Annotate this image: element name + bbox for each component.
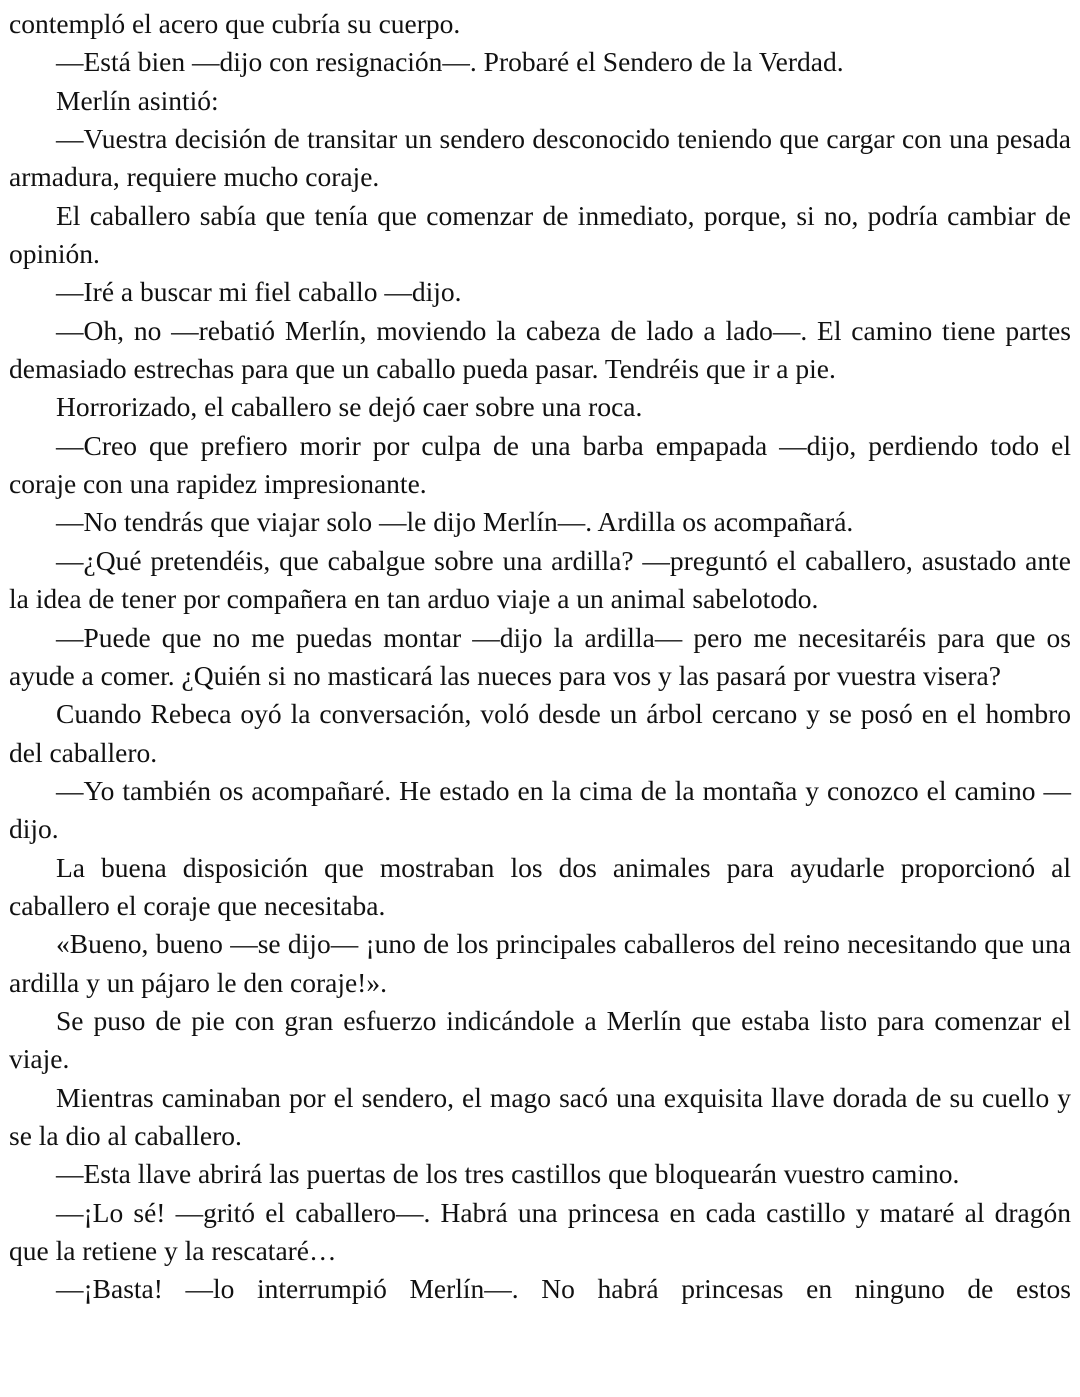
paragraph: —Oh, no —rebatió Merlín, moviendo la cabeza de lado a lado—. El camino tiene partes demasiado estrechas para que un caballo pueda pasar. Tendréis que ir a pie. bbox=[9, 314, 1071, 385]
paragraph: Se puso de pie con gran esfuerzo indicándole a Merlín que estaba listo para comenzar el viaje. bbox=[9, 1004, 1071, 1075]
paragraph: Merlín asintió: bbox=[56, 84, 219, 116]
paragraph: La buena disposición que mostraban los dos animales para ayudarle proporcionó al caballero el coraje que necesitaba. bbox=[9, 851, 1071, 921]
paragraph: —¡Lo sé! —gritó el caballero—. Habrá una princesa en cada castillo y mataré al dragón que la retiene y la rescataré… bbox=[9, 1196, 1071, 1266]
paragraph: El caballero sabía que tenía que comenzar de inmediato, porque, si no, podría cambiar de opinión. bbox=[9, 199, 1071, 270]
paragraph: —Puede que no me puedas montar —dijo la ardilla— pero me necesitaréis para que os ayude a comer. ¿Quién si no masticará las nueces para vos y las pasará por vuestra visera? bbox=[9, 621, 1071, 691]
paragraph: Horrorizado, el caballero se dejó caer sobre una roca. bbox=[56, 391, 643, 423]
paragraph: —¿Qué pretendéis, que cabalgue sobre una ardilla? —preguntó el caballero, asustado ante la idea de tener por compañera en tan arduo viaje a un animal sabelotodo. bbox=[9, 544, 1071, 615]
paragraph: —Vuestra decisión de transitar un sendero desconocido teniendo que cargar con una pesada armadura, requiere mucho coraje. bbox=[9, 123, 1071, 193]
paragraph: —Iré a buscar mi fiel caballo —dijo. bbox=[56, 276, 462, 308]
paragraph: —Está bien —dijo con resignación—. Probaré el Sendero de la Verdad. bbox=[56, 46, 844, 78]
paragraph: Cuando Rebeca oyó la conversación, voló desde un árbol cercano y se posó en el hombro del caballero. bbox=[9, 698, 1071, 768]
paragraph: —Creo que prefiero morir por culpa de una barba empapada —dijo, perdiendo todo el coraje con una rapidez impresionante. bbox=[9, 429, 1071, 500]
paragraph: contempló el acero que cubría su cuerpo. bbox=[9, 8, 461, 39]
document-page bbox=[9, 5, 1071, 1309]
paragraph: Mientras caminaban por el sendero, el mago sacó una exquisita llave dorada de su cuello y se la dio al caballero. bbox=[9, 1081, 1071, 1151]
paragraph-continued: —¡Basta! —lo interrumpió Merlín—. No habrá princesas en ninguno de estos bbox=[56, 1273, 1071, 1305]
paragraph: —Esta llave abrirá las puertas de los tres castillos que bloquearán vuestro camino. bbox=[56, 1158, 960, 1190]
paragraph: «Bueno, bueno —se dijo— ¡uno de los principales caballeros del reino necesitando que una ardilla y un pájaro le den coraje!». bbox=[9, 928, 1071, 998]
paragraph: —No tendrás que viajar solo —le dijo Merlín—. Ardilla os acompañará. bbox=[56, 506, 854, 538]
paragraph: —Yo también os acompañaré. He estado en la cima de la montaña y conozco el camino —dijo. bbox=[9, 774, 1071, 845]
